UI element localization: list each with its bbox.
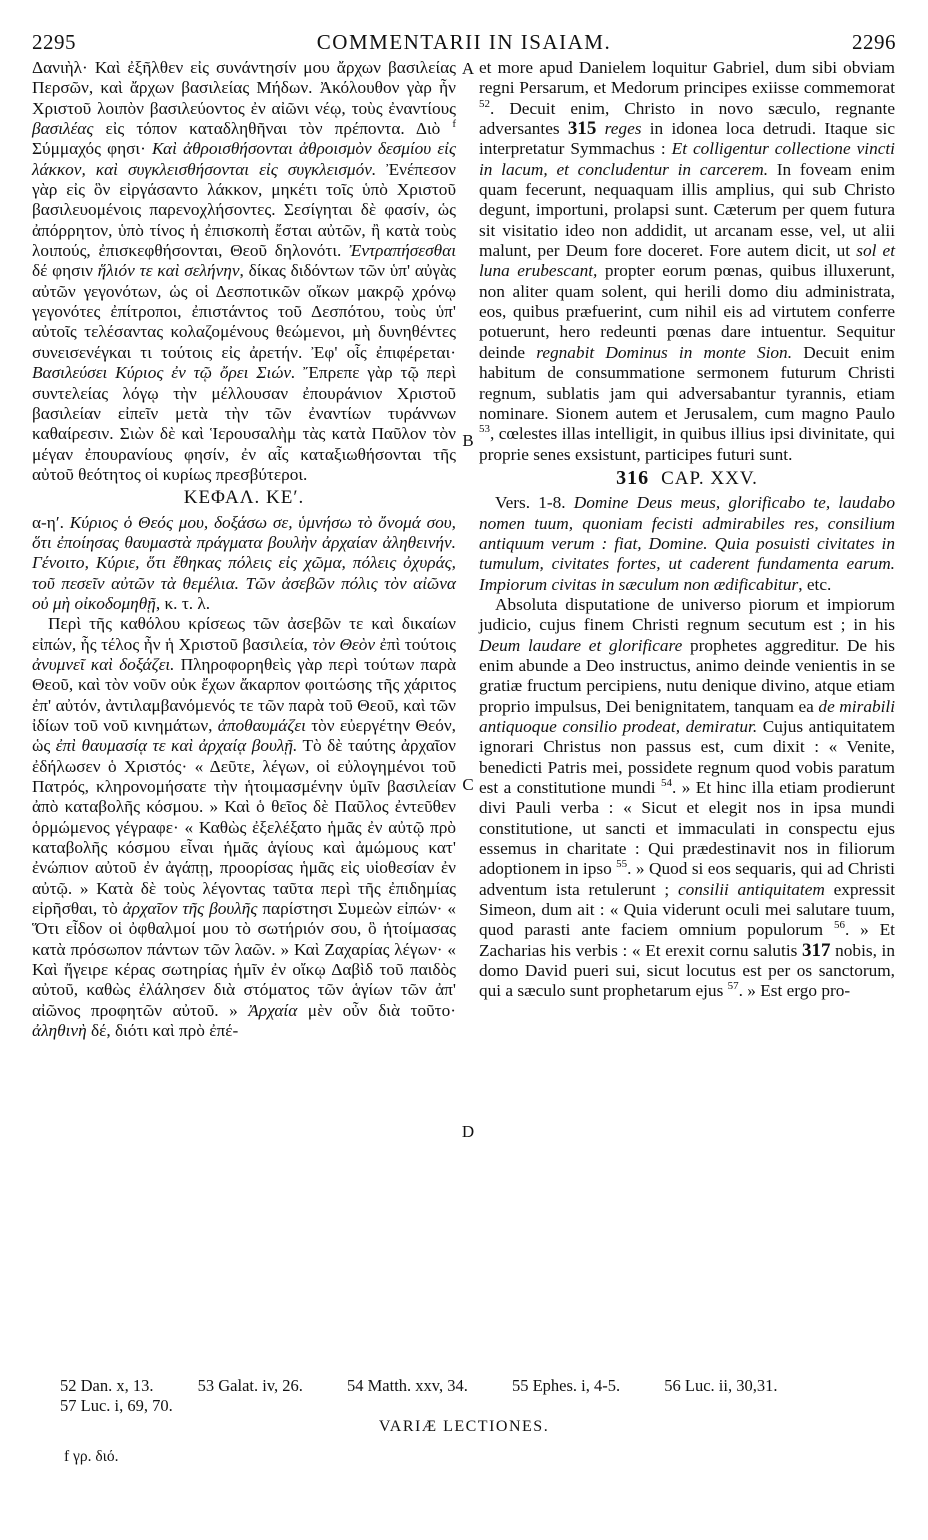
latin-column bbox=[479, 58, 895, 1002]
page-number-right: 2296 bbox=[852, 30, 896, 54]
greek-verse: α-ηʹ. Κύριος ὁ Θεός μου, δοξάσω σε, ὑμνήσω τὸ ὄνομά σου, ὅτι ἐποίησας θαυμαστὰ πράγματα βουλὴν ἀρχαίαν ἀληθεινήν. Γένοιτο, Κύριε, ὅτι ἔθηκας πόλεις εἰς χῶμα, πόλεις ὀχυράς, τοῦ πεσεῖν αὐτῶν τὰ θεμέλια. Τῶν ἀσεβῶν πόλις τὸν αἰῶνα οὐ μὴ οἰκοδομηθῇ, κ. τ. λ. bbox=[32, 512, 456, 613]
latin-paragraph: et more apud Danielem loquitur Gabriel, dum sibi obviam regni Persarum, et Medorum principes exiisse commemorat $^{52}$. Decuit enim, Christo in novo sæculo, regnante adversantes 315 reges in idonea loca detrudi. Itaque sic interpretatur Symmachus : Et colligentur collectione vincti in lacum, et concludentur in carcerem. In foveam enim quam fecerunt, nequaquam illis amplius, qui sub Christo degunt, importuni, prolapsi sunt. Cæterum per quem futura sit visitatio ideo non addidit, ut arcanam esse, vel, ut alii malunt, per Deum fore doceret. Fore autem dicit, ut sol et luna erubescant, propter eorum pœnas, quibus illuxerunt, non aliter quam solent, qui herili domo diu administrata, eos, quibus præfuerint, cum nihil eis ad virtutem conferre potuerunt, hero redeunti pœnas dare intuentur. Sequitur deinde regnabit Dominus in monte Sion. Decuit enim habitum de consummatione sermonem futurum Christi regnum, sublatis jam qui adversabantur tyrannis, etiam nominare. Sionem autem et Jerusalem, cum magno Paulo $^{53}$, cœlestes illas intelligit, in quibus illius ipsi divinitate, qui proprie senes exsistunt, participes futuri sunt. bbox=[479, 58, 896, 464]
margin-number: 315 bbox=[567, 118, 597, 140]
footnote: 54 Matth. xxv, 34. bbox=[347, 1376, 468, 1395]
variae-lectiones-title: VARIÆ LECTIONES. bbox=[378, 1418, 550, 1435]
footnote-marker: 53 bbox=[479, 423, 490, 436]
greek-paragraph: Περὶ τῆς καθόλου κρίσεως τῶν ἀσεβῶν τε καὶ δικαίων εἰπών, ἧς τέλος ἦν ἡ Χριστοῦ βασιλεία, τὸν Θεὸν ἐπὶ τούτοις ἀνυμνεῖ καὶ δοξάζει. Πληροφορηθεὶς γὰρ περὶ τούτων παρὰ Θεοῦ, καὶ τὸν νοῦν οὐκ ἔχων ἄκαρπον φοιτώσης τῆς χάριτος ἐπ' αὐτόν, ἀντιλαμβανόμενός τε τῶν παρὰ τοῦ Θεοῦ, καὶ τῶν ἰδίων τοῦ νοῦ κινημάτων, ἀποθαυμάζει τὸν εὐεργέτην Θεόν, ὡς ἐπὶ θαυμασίᾳ τε καὶ ἀρχαίᾳ βουλῇ. Τὸ δὲ ταύτης ἀρχαῖον ἐδήλωσεν ὁ Χριστός· « Δεῦτε, λέγων, οἱ εὐλογημένοι τοῦ Πατρός, κληρονομήσατε τὴν ἡτοιμασμένην ὑμῖν βασιλείαν ἀπὸ καταβολῆς κόσμου. » Καὶ ὁ θεῖος δὲ Παῦλος ἐντεῦθεν ὁρμώμενος γέγραφε· « Καθὼς ἐξελέξατο ἡμᾶς ἐν αὐτῷ πρὸ καταβολῆς κόσμου εἶναι ἡμᾶς ἁγίους καὶ ἀμώμους κατ' ἐνώπιον αὐτοῦ ἐν ἀγάπῃ, προορίσας ἡμᾶς εἰς υἱοθεσίαν ἐν αὐτῷ. » Κατὰ δὲ τοὺς λέγοντας ταῦτα περὶ τῆς ἐπιδημίας εἰρῆσθαι, τὸ ἀρχαῖον τῆς βουλῆς παρίστησι Συμεὼν εἰπών· « Ὅτι εἶδον οἱ ὀφθαλμοί μου τὸ σωτήριόν σου, ὃ ἡτοίμασας κατὰ πρόσωπον πάντων τῶν λαῶν. » Καὶ Ζαχαρίας λέγων· « Καὶ ἤγειρε κέρας σωτηρίας ἡμῖν ἐν οἴκῳ Δαβὶδ τοῦ παιδὸς αὐτοῦ, καθὼς ἐλάλησεν διὰ στόματος τῶν ἁγίων τῶν ἀπ' αἰῶνος προφητῶν αὐτοῦ. » Ἀρχαία μὲν οὖν διὰ τοῦτο· ἀληθινὴ δέ, διότι καὶ πρὸ ἐπέ- bbox=[32, 614, 457, 1041]
section-letter-b: B bbox=[462, 431, 474, 450]
section-letter-a: A bbox=[461, 59, 475, 78]
page-number-left: 2295 bbox=[32, 30, 76, 54]
footnote-marker: 56 bbox=[833, 919, 845, 932]
footnote-marker: 54 bbox=[660, 777, 672, 790]
footnote-marker: 57 bbox=[727, 980, 739, 993]
chapter-heading-greek: ΚΕΦΑΛ. ΚΕʹ. bbox=[183, 487, 305, 509]
latin-paragraph: Absoluta disputatione de universo piorum et impiorum judicio, cujus finem Christi regnum secutum est ; in his Deum laudare et glorificare prophetes aggreditur. De his enim abunde a Deo instructus, animo deinde venientis in se gratiæ fructum percipiens, nutu denique divino, atque etiam proprio impulsus, Dei benignitatem, tanquam ea de mirabili antiquoque consilio prodeat, demiratur. Cujus antiquitatem ignorari Christus non passus est, cum dixit : « Venite, benedicti Patris mei, possidete regnum quod vobis paratum est a constitutione mundi $^{54}$. » Et hinc illa etiam prodierunt divi Pauli verba : « Sicut et elegit nos in ipsa mundi constitutione, ut sancti et immaculati in conspectu ejus essemus in charitate : Qui prædestinavit nos in filiorum adoptionem in ipso $^{55}$. » Quod si eos sequaris, qui ad Christi adventum ista retulerunt ; consilii antiquitatem expressit Simeon, dum ait : « Quia viderunt oculi mei salutare tuum, quod parasti ante faciem omnium populorum $^{56}$. » Et Zacharias his verbis : « Et erexit cornu salutis 317 nobis, in domo David pueri sui, sicut locutus est per os sanctorum, qui a sæculo sunt prophetarum ejus $^{57}$. » Est ergo pro- bbox=[479, 594, 896, 1001]
variant-reading-note: f γρ. διό. bbox=[64, 1448, 119, 1465]
footnote-row bbox=[60, 1396, 900, 1416]
footnotes bbox=[60, 1376, 900, 1416]
margin-number: 316 bbox=[616, 466, 650, 489]
footnote-row bbox=[60, 1376, 900, 1396]
chapter-heading-latin: 316 CAP. XXV. bbox=[616, 466, 758, 489]
footnote: 52 Dan. x, 13. bbox=[60, 1376, 154, 1395]
footnote: 53 Galat. iv, 26. bbox=[197, 1376, 303, 1395]
greek-column bbox=[32, 58, 456, 1042]
footnote-marker: 52 bbox=[479, 97, 490, 110]
footnote-marker: f bbox=[452, 118, 456, 131]
footnote: 55 Ephes. i, 4-5. bbox=[511, 1376, 621, 1395]
running-title: COMMENTARII IN ISAIAM. bbox=[316, 30, 612, 54]
footnote: 57 Luc. i, 69, 70. bbox=[60, 1396, 173, 1415]
latin-verse: Vers. 1-8. Domine Deus meus, glorificabo te, laudabo nomen tuum, quoniam fecisti admirabiles res, consilium antiquum verum : fiat, Domine. Quia posuisti civitates in tumulum, civitates fortes, ut caderent fundamenta earum. Impiorum civitas in sæculum non ædificabitur, etc. bbox=[479, 493, 895, 594]
footnote: 56 Luc. ii, 30,31. bbox=[664, 1376, 778, 1395]
section-letter-d: D bbox=[461, 1122, 475, 1141]
greek-paragraph: Δανιὴλ· Καὶ ἐξῆλθεν εἰς συνάντησίν μου ἄρχων βασιλείας Περσῶν, καὶ ἄρχων βασιλείας Μήδων. Ἀκόλουθον γὰρ ἦν Χριστοῦ λοιπὸν βασιλεύοντος ἐν αἰῶνι νέῳ, τοὺς ἐναντίους βασιλέας εἰς τόπον καταδληθῆναι τὸν πρέποντα. Διὸ $^f$ Σύμμαχός φησι· Καὶ ἀθροισθήσονται ἀθροισμὸν δεσμίου εἰς λάκκον, καὶ συγκλεισθήσονται εἰς συγκλεισμόν. Ἐνέπεσον γὰρ εἰς ὃν εἰργάσαντο λάκκον, μηκέτι τοῖς ὑπὸ Χριστοῦ βασιλευομένοις παρενοχλήσοντες. Σεσίγηται δὲ φασίν, ὡς ἀπόρρητον, ὑπὸ τίνος ἡ ἐπισκοπὴ ἔσται αὐτῶν, ἢ κατὰ τοὺς λοιπούς, ἐπισκεφθήσονται, Θεοῦ δηλονότι. Ἐντραπήσεσθαι δέ φησιν ἥλιόν τε καὶ σελήνην, δίκας διδόντων τῶν ὑπ' αὐγὰς αὐτῶν γεγονότων, ὡς οἱ Δεσποτικῶν οἴκων μακρῷ χρόνῳ γεγονότες ἐπίτροποι, ἐπιστάντος τοῦ Δεσπότου, τοὺς ὑπ' αὐτοῖς τελέσαντας κολαζομένους θεώμενοι, μὴ δυνηθέντες συνεισενέγκαι τι τούτοις εἰς ἀρετήν. Ἐφ' οἷς ἐπιφέρεται· Βασιλεύσει Κύριος ἐν τῷ ὄρει Σιών. Ἔπρεπε γὰρ τῷ περὶ συντελείας λόγῳ τὴν μέλλουσαν ἐπουράνιον Χριστοῦ βασιλείαν εἰπεῖν μετὰ τὴν τῶν ἐναντίων τυράννων καθαίρεσιν. Σιὼν δὲ καὶ Ἱερουσαλὴμ τὰς κατὰ Παῦλον τὸν μέγαν ἐπουρανίους φησίν, ἐν αἷς καταξιωθήσονται τῆς αὐτοῦ θεότητος οἱ κυρίως πρεσβύτεροι. bbox=[32, 58, 456, 484]
page-header bbox=[32, 30, 896, 54]
footnote-marker: 55 bbox=[616, 858, 628, 871]
section-letter-c: C bbox=[462, 775, 474, 794]
margin-number: 317 bbox=[802, 939, 831, 961]
